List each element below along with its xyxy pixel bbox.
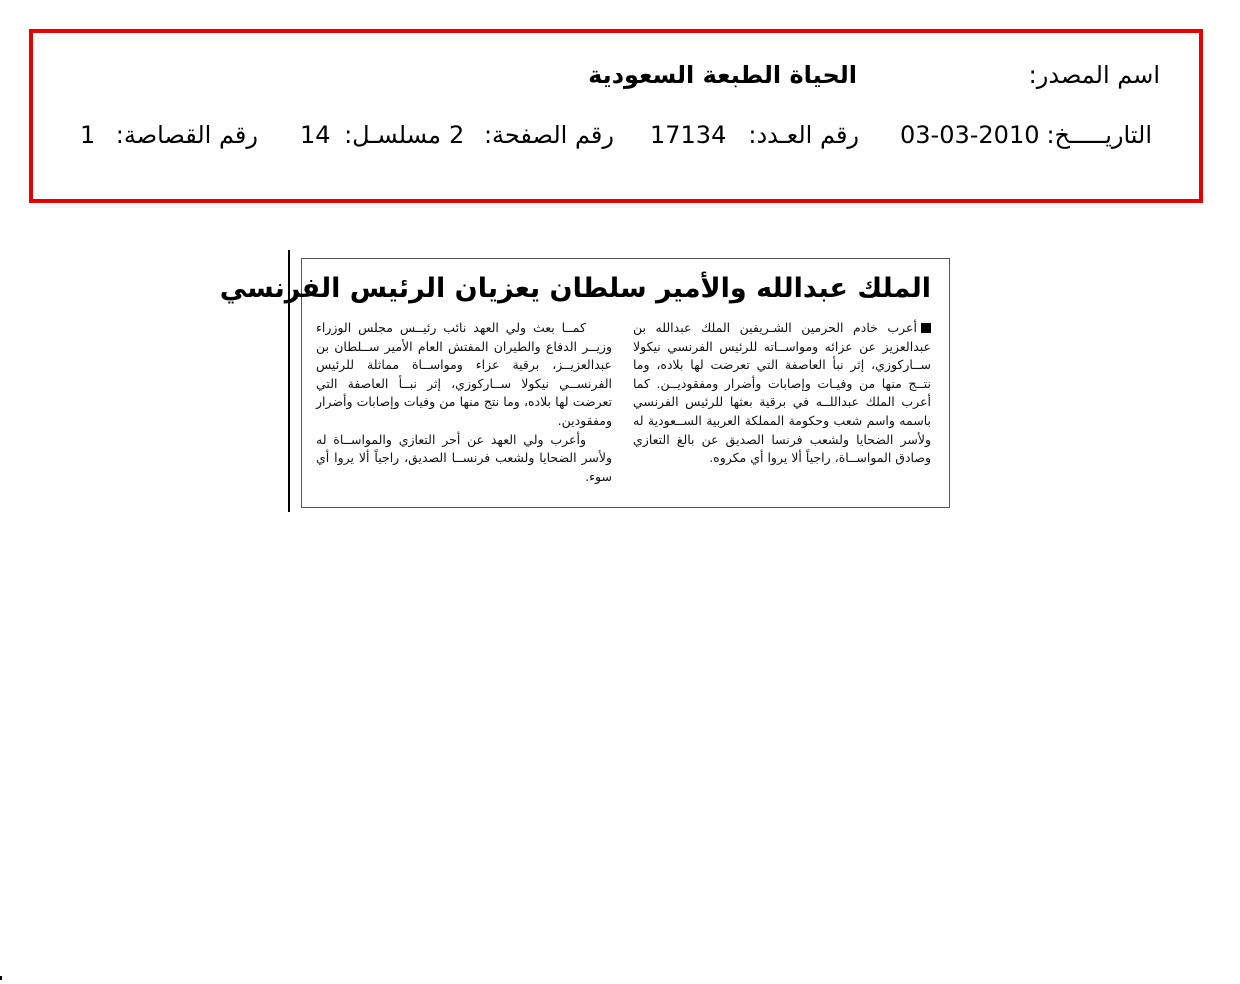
source-label: اسم المصدر: [1028,61,1160,89]
article-paragraph: كمــا بعث ولي العهد نائب رئيــس مجلس الوزراء وزيــر الدفاع والطيران المفتش العام الأمير ســلطان بن عبدالعزيــز، برقية عزاء ومواســاة مماثلة للرئيس الفرنســي نيكولا ســاركوزي، إثر نبــأ العاصفة التي تعرضت لها بلاده، وما نتج منها من وفيات وإصابات وأضرار ومفقودين. [316,320,612,428]
serial-label: مسلسـل: [344,121,441,149]
clipping-metadata-box [29,29,1203,203]
newspaper-clipping [219,258,950,508]
article-headline: الملك عبدالله والأمير سلطان يعزيان الرئيس الفرنسي [219,273,931,304]
article-paragraph: أعرب خادم الحرمين الشـريفين الملك عبدالله بن عبدالعزيز عن عزائه ومواســاته للرئيس الفرنسي نيكولا ســاركوزي، إثر نبأ العاصفة التي تعرضت لها بلاده، وما نتــج منها من وفيـات وإصابات وأضرار ومفقوديــن. كما أعرب الملك عبداللــه في برقية بعثها للرئيس الفرنسي باسمه واسم شعب وحكومة المملكة العربية الســعودية له ولأسر الضحايا ولشعب فرنسا الصديق عن بالغ التعازي وصادق المواســاة، راجياً ألا يروا أي مكروه. [633,320,931,466]
article-paragraph: وأعرب ولي العهد عن أحر التعازي والمواســاة له ولأسر الضحايا ولشعب فرنســا الصديق، راجياً ألا يروا أي سوء. [316,431,612,484]
clipping-number-label: رقم القصاصة: [115,121,258,149]
page-number-label: رقم الصفحة: [483,121,614,149]
article-column-left [316,319,612,486]
source-value: الحياة الطبعة السعودية [588,61,857,89]
serial-value: 14 [300,121,331,149]
issue-number-value: 17134 [650,121,727,149]
date-value: 03-03-2010 [900,121,1040,149]
square-bullet-icon [921,323,931,333]
clipping-number-value: 1 [80,121,96,149]
article-column-right [633,319,931,468]
issue-number-label: رقم العـدد: [748,121,859,149]
page-number-value: 2 [449,121,465,149]
scan-edge-mark [0,976,2,980]
date-label: التاريـــــخ: [1046,121,1152,149]
